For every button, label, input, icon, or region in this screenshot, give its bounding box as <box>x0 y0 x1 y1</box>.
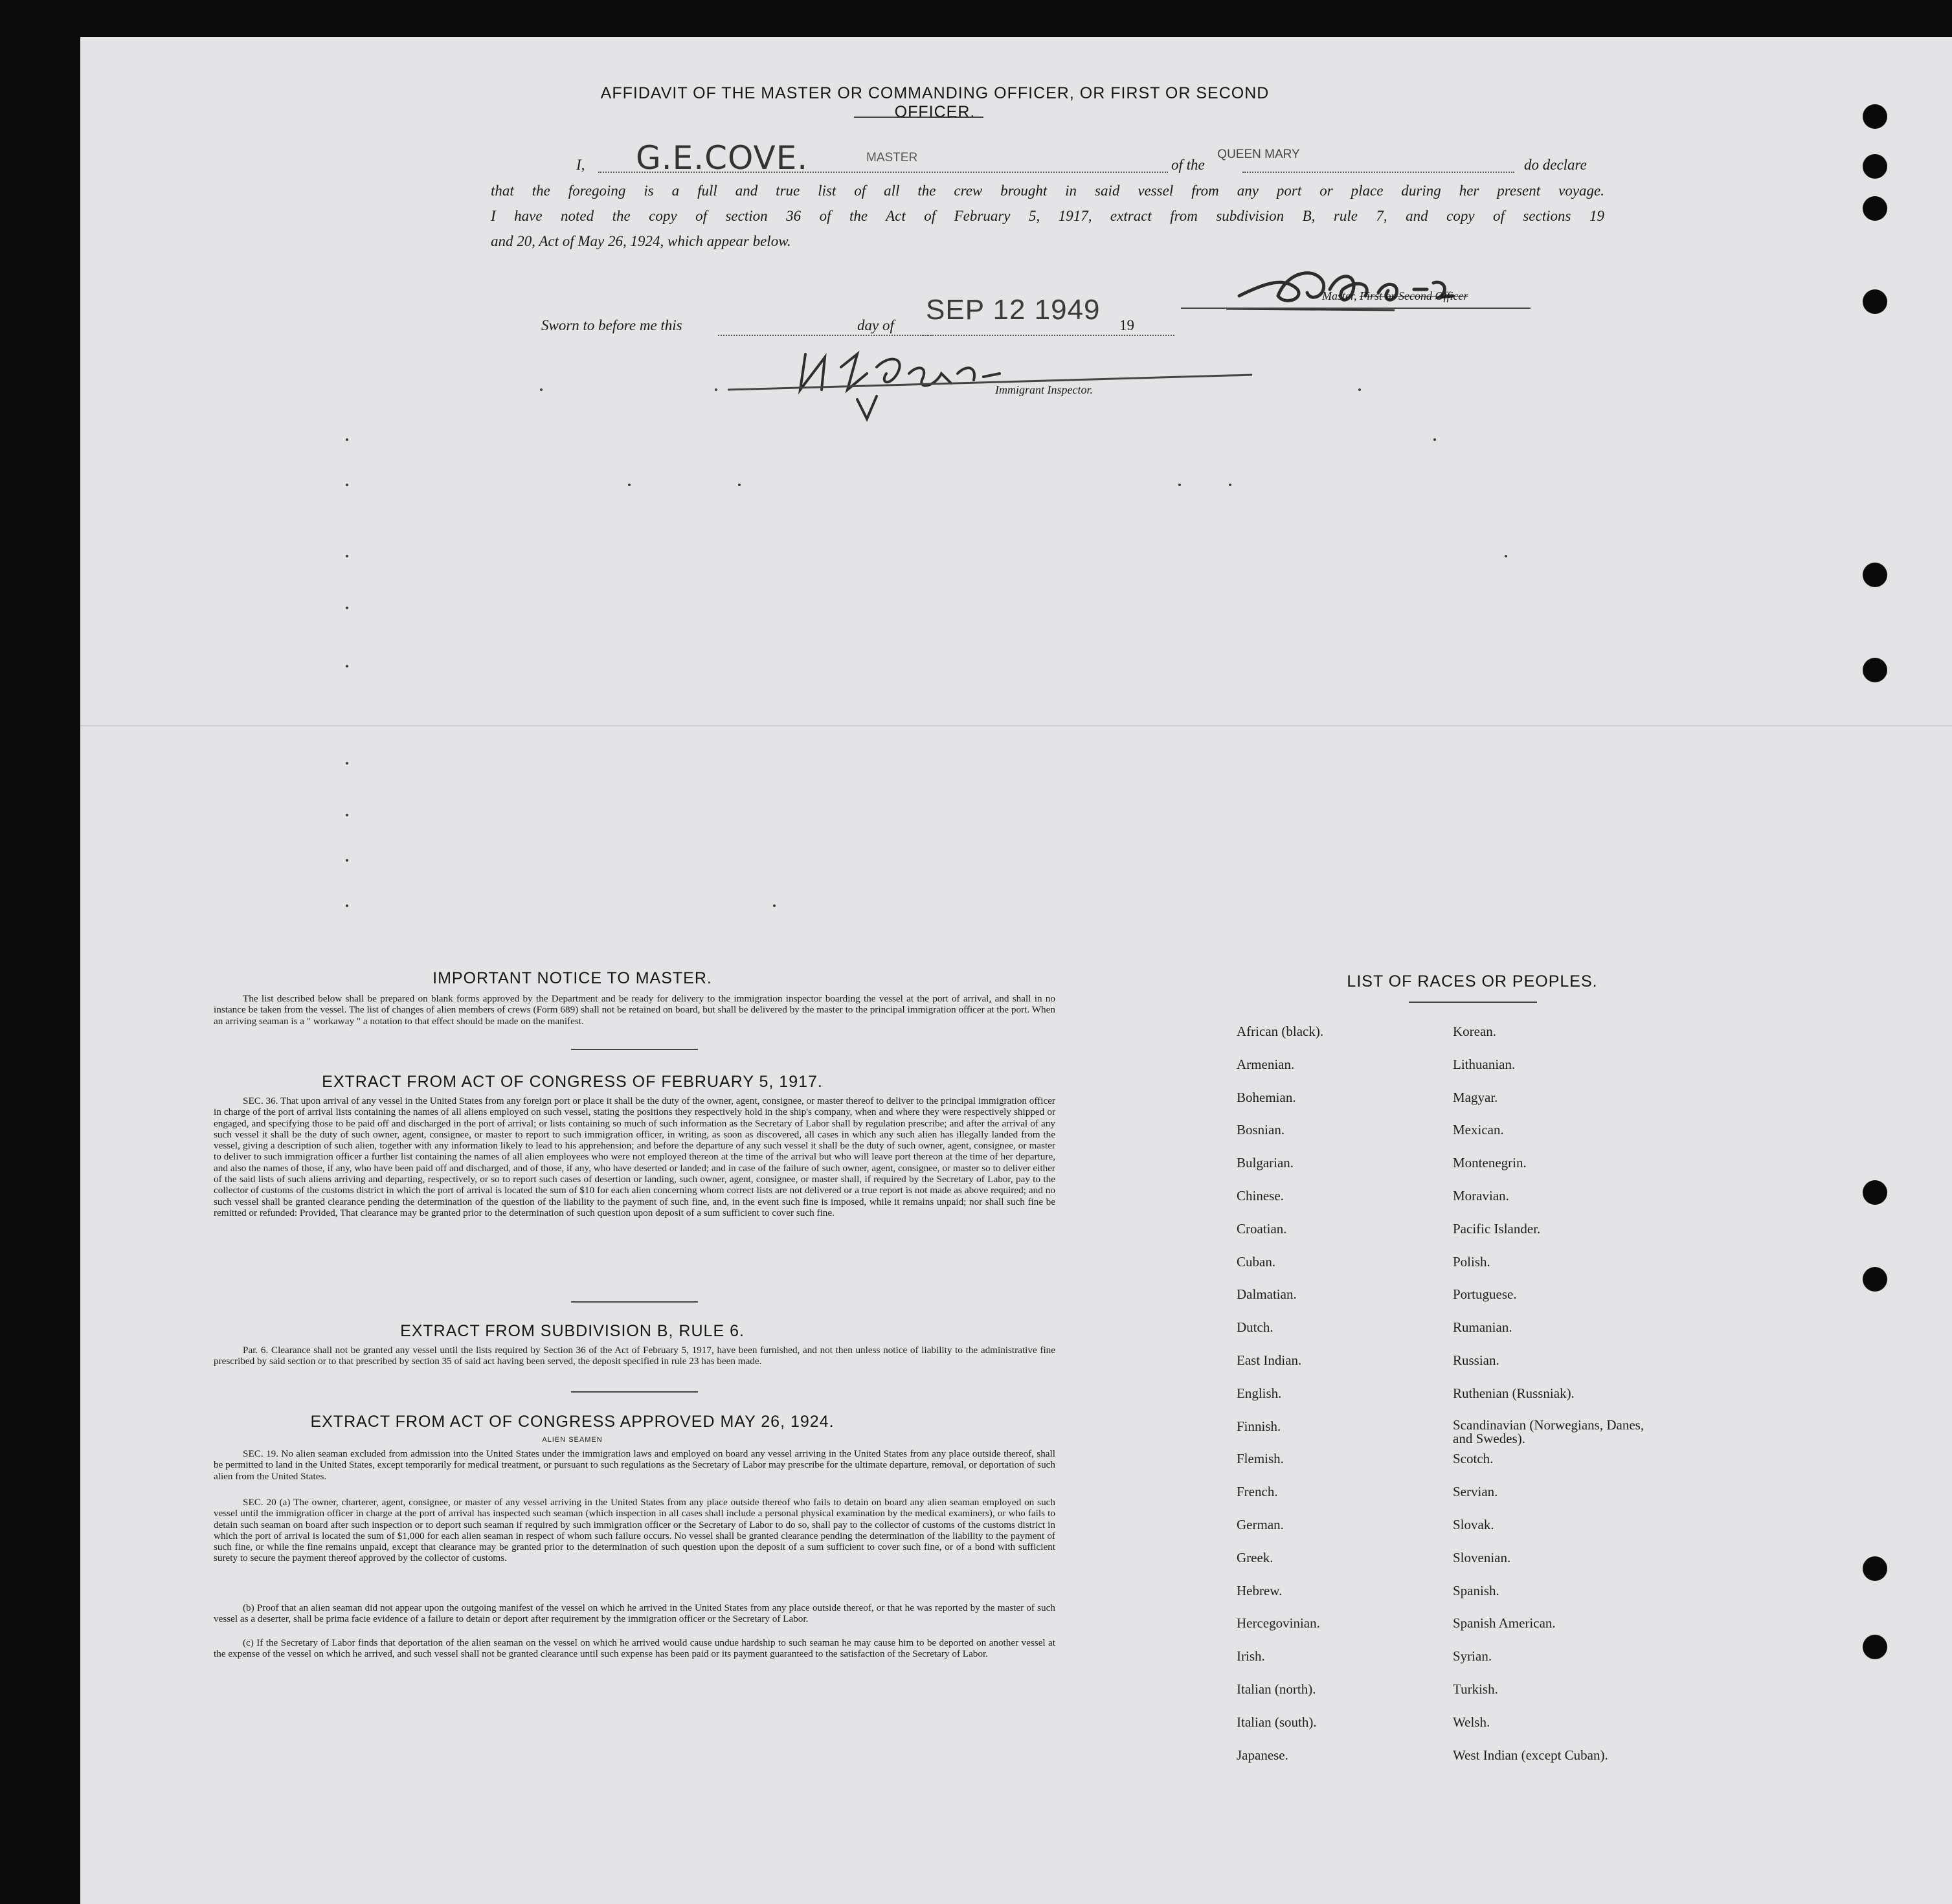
notice-rule <box>571 1049 698 1050</box>
rank-stamp: MASTER <box>866 151 918 164</box>
year-prefix: 19 <box>1119 317 1134 333</box>
race-item: Dutch. <box>1237 1319 1273 1336</box>
race-item: Flemish. <box>1237 1451 1284 1467</box>
binder-hole <box>1863 1180 1887 1205</box>
master-name-handwritten: G.E.COVE. <box>636 139 809 177</box>
race-item: Croatian. <box>1237 1220 1287 1237</box>
race-item: Dalmatian. <box>1237 1286 1297 1303</box>
declaration-line-4: and 20, Act of May 26, 1924, which appear below. <box>491 233 791 249</box>
race-item: English. <box>1237 1385 1282 1401</box>
binder-hole <box>1863 1267 1887 1292</box>
race-item: Finnish. <box>1237 1418 1281 1434</box>
binder-hole <box>1863 1556 1887 1581</box>
signature-line <box>1181 308 1531 309</box>
extract-1924-sec19: SEC. 19. No alien seaman excluded from admission into the United States under the immigration laws and employed on board any vessel arriving in the United States from any place outside thereof, shall be permitted to land in the United States, except temporarily for medical treatment, or pursuant to such regulations as the Secretary of Labor may prescribe for the ultimate departure, removal, or deportation of such alien from the United States. <box>214 1448 1055 1482</box>
stray-mark <box>346 665 348 667</box>
signature-caption <box>1322 289 1468 303</box>
race-item: Korean. <box>1453 1024 1497 1039</box>
race-item: Spanish American. <box>1453 1615 1556 1631</box>
stray-mark <box>1505 555 1507 557</box>
race-item: Magyar. <box>1453 1089 1498 1105</box>
races-title: LIST OF RACES OR PEOPLES. <box>1347 972 1598 991</box>
inspector-signature <box>728 328 1259 425</box>
stray-mark <box>628 484 631 486</box>
binder-hole <box>1863 154 1887 179</box>
do-declare-label: do declare <box>1524 157 1587 173</box>
fold-line <box>80 725 1952 726</box>
stray-mark <box>346 484 348 486</box>
race-item: Rumanian. <box>1453 1319 1512 1336</box>
race-item: Chinese. <box>1237 1187 1284 1204</box>
race-item: German. <box>1237 1516 1284 1532</box>
race-item: Polish. <box>1453 1253 1490 1270</box>
extract-1924-sec20b: (b) Proof that an alien seaman did not appear upon the outgoing manifest of the vessel on which he arrived in the United States from any place outside thereof, or that he was reported by the master of such vessel as a deserter, shall be prima facie evidence of a failure to detain or deport after requirement by the immigration officer or the Secretary of Labor. <box>214 1602 1055 1625</box>
races-rule <box>1409 1002 1537 1003</box>
race-item: West Indian (except Cuban). <box>1453 1747 1608 1763</box>
master-signature <box>1226 244 1550 322</box>
stray-mark <box>346 438 348 441</box>
race-item: Welsh. <box>1453 1714 1490 1730</box>
race-item: Slovenian. <box>1453 1549 1511 1565</box>
struck-officer-caption: First or Second Officer <box>1360 289 1468 302</box>
notice-title: IMPORTANT NOTICE TO MASTER. <box>432 969 712 987</box>
race-item: Greek. <box>1237 1549 1273 1565</box>
race-item: Lithuanian. <box>1453 1056 1516 1072</box>
extract-1917-text: SEC. 36. That upon arrival of any vessel in the United States from any foreign port or place it shall be the duty of the owner, agent, consignee, or master thereof to deliver to the principal immigration officer in charge of the port of arrival lists containing the names of all aliens employed on such vessel, stating the positions they respectively hold in the ship's company, when and where they were respectively shipped or engaged, and specifying those to be paid off and discharged in the port of arrival; or lists containing so much of such information as the Secretary of Labor shall by regulation prescribe; and after the arrival of any such vessel it shall be the duty of such owner, agent, consignee, or master to report to such immigration officer, in writing, as soon as discovered, all cases in which any such alien has illegally landed from the vessel, giving a description of such alien, together with any information likely to lead to his apprehension; and before the departure of any such vessel it shall be the duty of such owner, agent, consignee, or master to deliver to such immigration officer a further list containing the names of all alien employees who were not employed thereon at the time of the arrival but who will leave port thereon at the time of her departure, and also the names of those, if any, who have been paid off and discharged, and of those, if any, who have deserted or landed; and in case of the failure of such owner, agent, consignee, or master so to deliver either of the said lists of such aliens arriving and departing, respectively, or so to report such cases of desertion or landing, such owner, agent, consignee, or master shall, if required by the Secretary of Labor, pay to the collector of customs of the customs district in which the port of arrival is located the sum of $10 for each alien concerning whom correct lists are not delivered or a true report is not made as above required; and no such vessel shall be granted clearance pending the determination of the question of the liability to the payment of such fine, and, in the event such fine is imposed, while it remains unpaid; nor shall such fine be remitted or refunded: Provided, That clearance may be granted prior to the determination of such question upon deposit of a sum sufficient to cover such fine. <box>214 1095 1055 1218</box>
races-left-column <box>1237 1024 1323 1780</box>
stray-mark <box>1229 484 1231 486</box>
race-item: Italian (north). <box>1237 1681 1316 1697</box>
stray-mark <box>773 904 776 907</box>
extract-1924-sec20c: (c) If the Secretary of Labor finds that deportation of the alien seaman on the vessel on which he arrived would cause undue hardship to such seaman he may cause him to be deported on another vessel at the expense of the vessel on which he arrived, and such vessel shall not be granted clearance until such expense has been paid or its payment guaranteed to the satisfaction of the Secretary of Labor. <box>214 1637 1055 1660</box>
stray-mark <box>715 388 717 391</box>
race-item: French. <box>1237 1484 1278 1500</box>
race-item: Bosnian. <box>1237 1122 1285 1138</box>
race-item: Irish. <box>1237 1648 1265 1664</box>
race-item: Italian (south). <box>1237 1714 1317 1730</box>
stray-mark <box>1358 388 1361 391</box>
stray-mark <box>346 859 348 862</box>
extract-1917-rule <box>571 1301 698 1303</box>
rule6-rule <box>571 1391 698 1393</box>
stray-mark <box>346 607 348 609</box>
stray-mark <box>346 814 348 816</box>
vessel-line <box>1242 172 1514 173</box>
race-item: Slovak. <box>1453 1516 1494 1532</box>
race-item: Bulgarian. <box>1237 1155 1294 1171</box>
races-right-column <box>1453 1024 1647 1780</box>
document-page <box>80 37 1952 1904</box>
inspector-caption: Immigrant Inspector. <box>995 383 1093 396</box>
extract-1917-title: EXTRACT FROM ACT OF CONGRESS OF FEBRUARY 5, 1917. <box>322 1073 823 1091</box>
binder-hole <box>1863 196 1887 221</box>
extract-1924-title: EXTRACT FROM ACT OF CONGRESS APPROVED MAY 26, 1924. <box>310 1413 835 1431</box>
race-item: Turkish. <box>1453 1681 1498 1697</box>
race-item: Spanish. <box>1453 1582 1499 1598</box>
binder-hole <box>1863 289 1887 314</box>
race-item: Armenian. <box>1237 1056 1295 1072</box>
race-item: Cuban. <box>1237 1253 1276 1270</box>
race-item: African (black). <box>1237 1024 1324 1039</box>
rule6-title: EXTRACT FROM SUBDIVISION B, RULE 6. <box>400 1322 745 1340</box>
title-underline <box>854 117 983 118</box>
race-item: Portuguese. <box>1453 1286 1517 1303</box>
notice-text: The list described below shall be prepared on blank forms approved by the Department and be ready for delivery to the immigration inspector boarding the vessel at the port of arrival, and shall in no instance be taken from the vessel. The list of changes of alien members of crews (Form 689) shall not be retained on board, but shall be delivered by the master to the principal immigration officer at the port. When an arriving seaman is a " workaway " a notation to that effect should be made on the manifest. <box>214 993 1055 1027</box>
binder-hole <box>1863 104 1887 129</box>
race-item: Scotch. <box>1453 1451 1494 1467</box>
stray-mark <box>1433 438 1436 441</box>
declaration-line-2: that the foregoing is a full and true list of all the crew brought in said vessel from any port or place during her present voyage. <box>491 183 1604 199</box>
race-item: Pacific Islander. <box>1453 1220 1541 1237</box>
race-item: Mexican. <box>1453 1122 1504 1138</box>
alien-seamen-subtitle: ALIEN SEAMEN <box>542 1436 603 1444</box>
race-item: Japanese. <box>1237 1747 1288 1763</box>
race-item: East Indian. <box>1237 1352 1302 1368</box>
declaration-prefix: I, <box>576 157 585 173</box>
stray-mark <box>346 555 348 557</box>
name-line <box>598 172 1168 173</box>
rule6-text: Par. 6. Clearance shall not be granted any vessel until the lists required by Section 36 of the Act of February 5, 1917, have been furnished, and not then unless notice of liability to the administrative fine prescribed by said section or to that prescribed by section 35 of said act having been served, the deposit specified in rule 23 has been made. <box>214 1345 1055 1367</box>
master-caption: Master, <box>1322 289 1357 302</box>
stray-mark <box>540 388 543 391</box>
stray-mark <box>346 762 348 765</box>
race-item: Scandinavian (Norwegians, Danes, and Swedes). <box>1453 1417 1644 1446</box>
race-item: Montenegrin. <box>1453 1155 1527 1171</box>
vessel-name-stamp: QUEEN MARY <box>1217 148 1300 161</box>
race-item: Hercegovinian. <box>1237 1615 1320 1631</box>
race-item: Moravian. <box>1453 1187 1509 1204</box>
race-item: Servian. <box>1453 1484 1498 1500</box>
extract-1924-sec20a: SEC. 20 (a) The owner, charterer, agent, consignee, or master of any vessel arriving in the United States from any place outside thereof who fails to detain on board any alien seaman employed on such vessel until the immigration officer in charge at the port of arrival has inspected such seaman (which inspection in all cases shall include a personal physical examination by the medical examiners), or who fails to detain such seaman on board after such inspection or to deport such seaman if required by such immigration officer or the Secretary of Labor to do so, shall pay to the collector of customs of the customs district in which the port of arrival is located the sum of $1,000 for each alien seaman in respect of whom such failure occurs. No vessel shall be granted clearance pending the determination of the liability to the payment of such fine, or while the fine remains unpaid, except that clearance may be granted prior to the determination of such question upon the deposit of a sum sufficient to cover such fine, or of a bond with sufficient surety to secure the payment thereof approved by the collector of customs. <box>214 1497 1055 1564</box>
stray-mark <box>738 484 741 486</box>
binder-hole <box>1863 563 1887 587</box>
race-item: Ruthenian (Russniak). <box>1453 1385 1575 1401</box>
race-item: Russian. <box>1453 1352 1499 1368</box>
of-the-label: of the <box>1171 157 1205 173</box>
race-item: Syrian. <box>1453 1648 1492 1664</box>
date-stamp: SEP 12 1949 <box>926 294 1101 326</box>
stray-mark <box>346 904 348 907</box>
binder-hole <box>1863 1635 1887 1659</box>
declaration-line-3: I have noted the copy of section 36 of the Act of February 5, 1917, extract from subdivision B, rule 7, and copy of sections 19 <box>491 208 1604 224</box>
race-item: Bohemian. <box>1237 1089 1296 1105</box>
race-item: Hebrew. <box>1237 1582 1283 1598</box>
stray-mark <box>1178 484 1181 486</box>
day-of-label: day of <box>857 317 894 333</box>
binder-hole <box>1863 658 1887 682</box>
affidavit-title: AFFIDAVIT OF THE MASTER OR COMMANDING OFFICER, OR FIRST OR SECOND OFFICER. <box>600 84 1270 121</box>
sworn-prefix: Sworn to before me this <box>541 317 682 333</box>
